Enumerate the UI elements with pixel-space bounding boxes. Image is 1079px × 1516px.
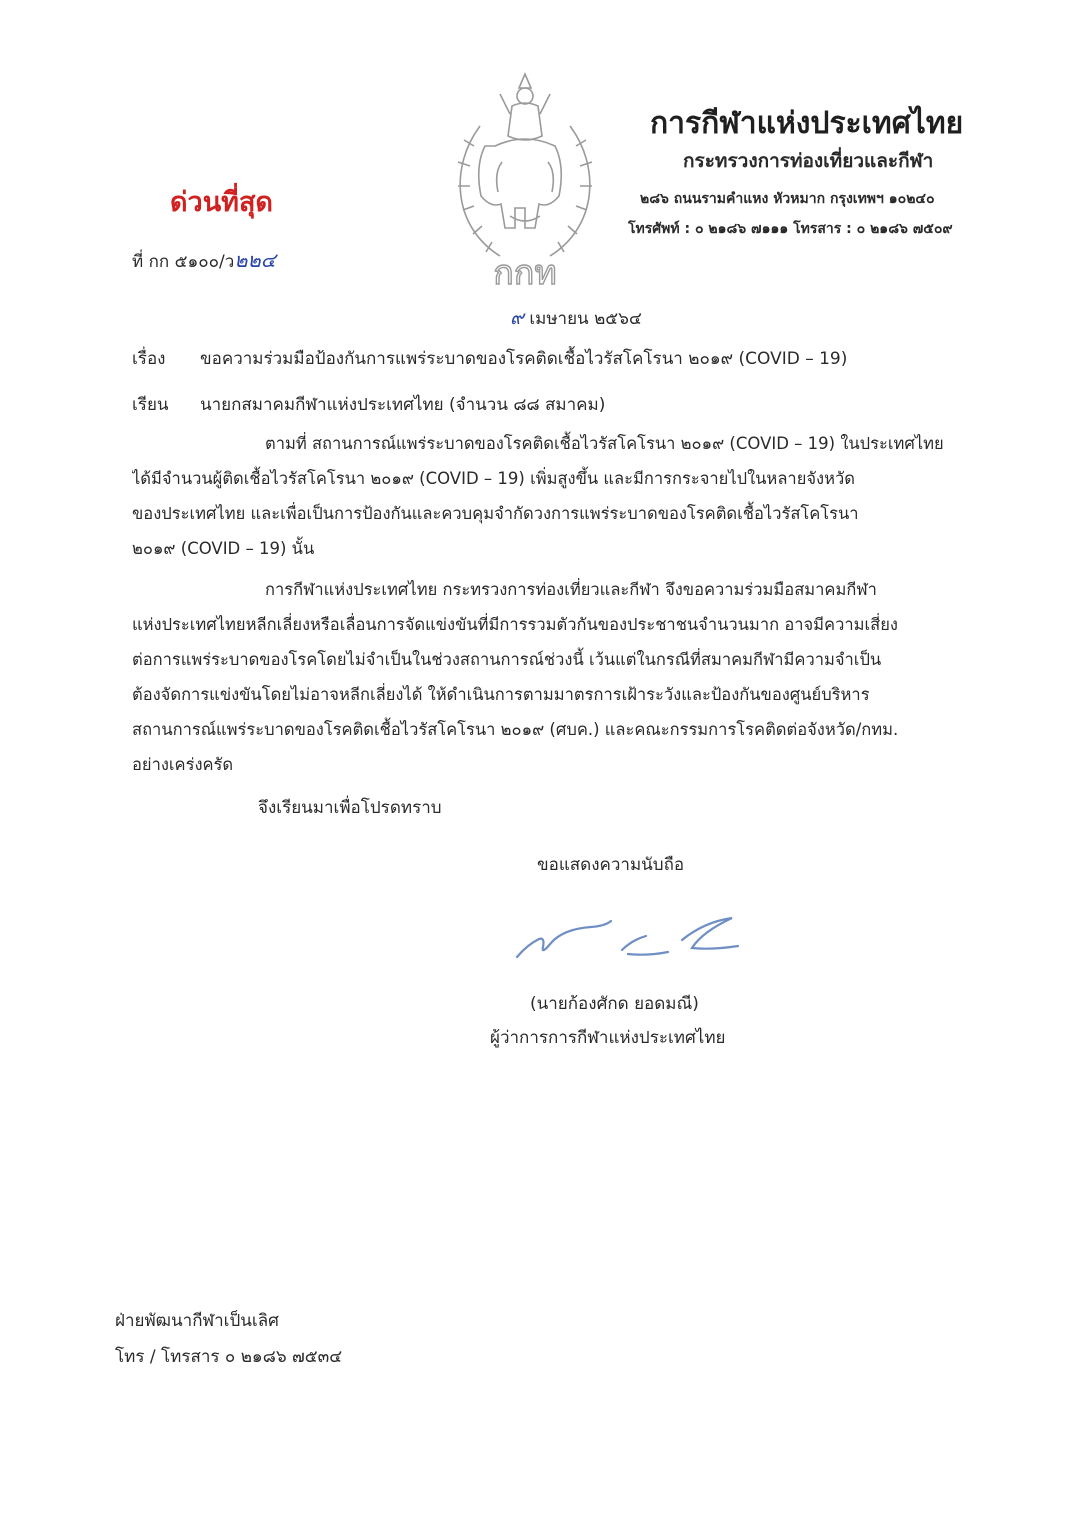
paragraph-line: ต้องจัดการแข่งขันโดยไม่อาจหลีกเลี่ยงได้ ให้ดำเนินการตามมาตรการเฝ้าระวังและป้องกันของศูนย์บริหาร <box>132 685 870 704</box>
recipient-text: นายกสมาคมกีฬาแห่งประเทศไทย (จำนวน ๘๘ สมาคม) <box>200 395 606 415</box>
document-number-handwritten: ๒๒๔ <box>234 248 276 272</box>
organization-name: การกีฬาแห่งประเทศไทย <box>650 106 964 141</box>
department-phone-fax: โทร / โทรสาร ๐ ๒๑๘๖ ๗๕๓๔ <box>115 1347 343 1367</box>
date-month-year: เมษายน ๒๕๖๔ <box>529 309 642 329</box>
urgent-stamp: ด่วนที่สุด <box>170 187 273 218</box>
paragraph-line: อย่างเคร่งครัด <box>132 755 234 774</box>
department-name: ฝ่ายพัฒนากีฬาเป็นเลิศ <box>115 1311 279 1331</box>
closing-line: จึงเรียนมาเพื่อโปรดทราบ <box>258 798 442 818</box>
subject-label: เรื่อง <box>132 349 166 369</box>
paragraph-line: สถานการณ์แพร่ระบาดของโรคติดเชื้อไวรัสโคโรนา ๒๐๑๙ (ศบค.) และคณะกรรมการโรคติดต่อจังหวัด/กทม. <box>132 720 899 739</box>
paragraph-line: ตามที่ สถานการณ์แพร่ระบาดของโรคติดเชื้อไวรัสโคโรนา ๒๐๑๙ (COVID – 19) ในประเทศไทย <box>265 434 944 453</box>
date-day-handwritten: ๙ <box>510 307 524 329</box>
paragraph-line: แห่งประเทศไทยหลีกเลี่ยงหรือเลื่อนการจัดแข่งขันที่มีการรวมตัวกันของประชาชนจำนวนมาก อาจมีความเสี่ยง <box>132 615 898 634</box>
paragraph-line: ต่อการแพร่ระบาดของโรคโดยไม่จำเป็นในช่วงสถานการณ์ช่วงนี้ เว้นแต่ในกรณีที่สมาคมกีฬามีความจำเป็น <box>132 650 882 669</box>
subject-text: ขอความร่วมมือป้องกันการแพร่ระบาดของโรคติดเชื้อไวรัสโคโรนา ๒๐๑๙ (COVID – 19) <box>200 349 848 369</box>
ministry-name: กระทรวงการท่องเที่ยวและกีฬา <box>683 150 934 172</box>
signer-position: ผู้ว่าการการกีฬาแห่งประเทศไทย <box>490 1028 726 1048</box>
regards-line: ขอแสดงความนับถือ <box>537 855 685 875</box>
organization-phone-fax: โทรศัพท์ : ๐ ๒๑๘๖ ๗๑๑๑ โทรสาร : ๐ ๒๑๘๖ ๗๕๐๙ <box>628 221 953 237</box>
paragraph-line: ๒๐๑๙ (COVID – 19) นั้น <box>132 539 315 558</box>
organization-address: ๒๘๖ ถนนรามคำแหง หัวหมาก กรุงเทพฯ ๑๐๒๔๐ <box>640 191 935 207</box>
recipient-label: เรียน <box>132 395 169 415</box>
body-paragraph-1 <box>132 426 985 566</box>
paragraph-line: ของประเทศไทย และเพื่อเป็นการป้องกันและควบคุมจำกัดวงการแพร่ระบาดของโรคติดเชื้อไวรัสโคโรนา <box>132 504 859 523</box>
document-number-prefix: ที่ กก ๕๑๐๐/ว <box>132 252 235 272</box>
emblem-text: กกท <box>493 253 557 293</box>
document-number <box>132 244 276 276</box>
paragraph-line: การกีฬาแห่งประเทศไทย กระทรวงการท่องเที่ยวและกีฬา จึงขอความร่วมมือสมาคมกีฬา <box>265 580 877 599</box>
paragraph-line: ได้มีจำนวนผู้ติดเชื้อไวรัสโคโรนา ๒๐๑๙ (COVID – 19) เพิ่มสูงขึ้น และมีการกระจายไปในหลายจังหวัด <box>132 469 855 488</box>
signer-name: (นายก้องศักด ยอดมณี) <box>530 994 699 1014</box>
body-paragraph-2 <box>132 572 985 782</box>
sports-authority-emblem <box>440 66 610 296</box>
letter-date <box>510 303 642 333</box>
handwritten-signature <box>512 912 752 972</box>
